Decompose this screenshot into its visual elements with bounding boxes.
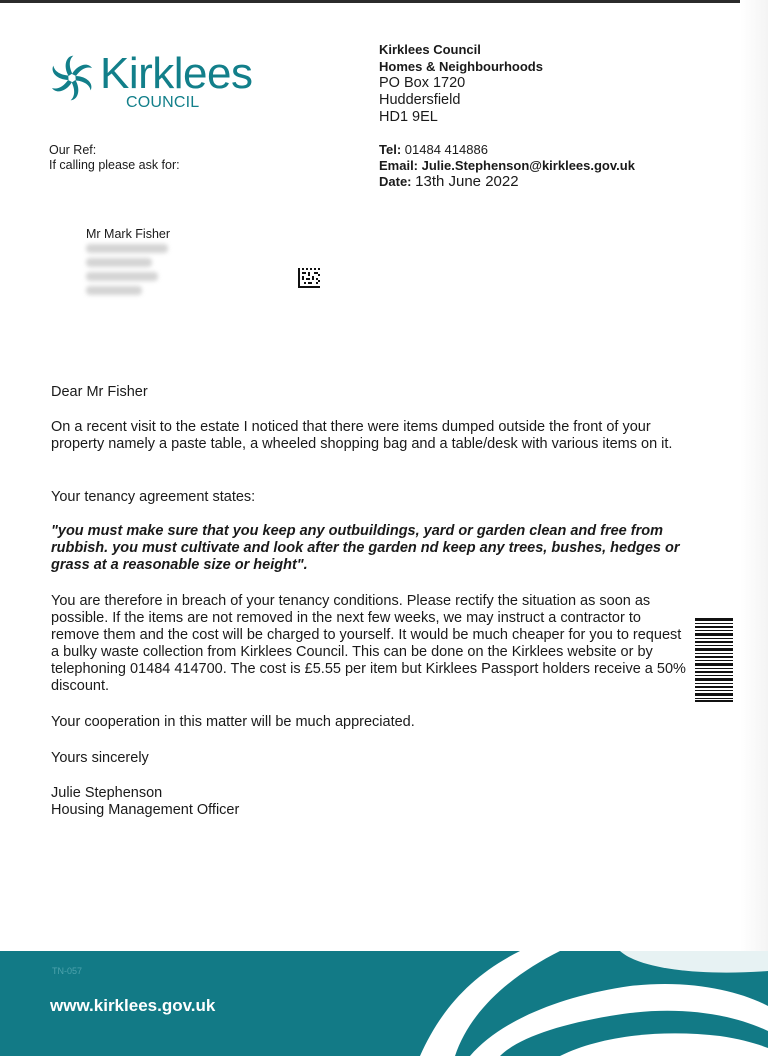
tel-label: Tel: bbox=[379, 142, 402, 157]
date-value: 13th June 2022 bbox=[415, 173, 519, 190]
logo-subtitle: COUNCIL bbox=[126, 94, 200, 111]
sender-address-line: HD1 9EL bbox=[379, 109, 438, 125]
page-right-edge bbox=[740, 0, 768, 1056]
kirklees-logo bbox=[48, 50, 278, 120]
reference-block bbox=[49, 143, 180, 173]
tel-line bbox=[379, 142, 635, 158]
date-line bbox=[379, 174, 635, 190]
council-swirl-icon bbox=[48, 54, 96, 102]
paragraph-2: Your tenancy agreement states: bbox=[51, 489, 256, 505]
email-line bbox=[379, 158, 635, 174]
signatory-role: Housing Management Officer bbox=[51, 802, 240, 818]
barcode-icon bbox=[695, 618, 733, 702]
contact-details bbox=[379, 142, 635, 190]
sender-dept: Homes & Neighbourhoods bbox=[379, 59, 543, 74]
paragraph-1: On a recent visit to the estate I noticed that there were items dumped outside the front of your property namely a paste table, a wheeled shopping bag and a table/desk with various items on it. bbox=[51, 419, 673, 452]
recipient-name: Mr Mark Fisher bbox=[86, 227, 171, 241]
paragraph-3: You are therefore in breach of your tenancy conditions. Please rectify the situation as soon as possible. If the items are not removed in the next few weeks, we may instruct a contractor to remove them and the cost will be charged to yourself. It would be much cheaper for you to request a bulky waste collection from Kirklees Council. This can be done on the Kirklees website or by telephoning 01484 414700. The cost is £5.55 per item but Kirklees Passport holders receive a 50% discount. bbox=[51, 593, 686, 694]
sender-address-line: PO Box 1720 bbox=[379, 75, 466, 91]
tenancy-quote: "you must make sure that you keep any outbuildings, yard or garden clean and free from rubbish. you must cultivate and look after the garden nd keep any trees, bushes, hedges or grass at a reasonable size or height". bbox=[51, 523, 680, 573]
footer-code: TN-057 bbox=[52, 966, 83, 976]
our-ref: Our Ref: bbox=[49, 143, 97, 157]
email-label: Email: bbox=[379, 158, 419, 173]
date-label: Date: bbox=[379, 174, 412, 189]
salutation: Dear Mr Fisher bbox=[51, 384, 148, 400]
sender-address bbox=[379, 41, 543, 126]
redacted-address bbox=[86, 244, 182, 296]
sender-address-line: Huddersfield bbox=[379, 92, 461, 108]
ask-for: If calling please ask for: bbox=[49, 158, 180, 172]
page-top-edge bbox=[0, 0, 768, 3]
datamatrix-code-icon bbox=[298, 268, 320, 288]
sender-org: Kirklees Council bbox=[379, 42, 481, 57]
footer-url[interactable]: www.kirklees.gov.uk bbox=[50, 996, 216, 1015]
paragraph-4: Your cooperation in this matter will be much appreciated. bbox=[51, 714, 415, 730]
email-value: Julie.Stephenson@kirklees.gov.uk bbox=[421, 158, 635, 173]
closing: Yours sincerely bbox=[51, 750, 149, 766]
logo-name: Kirklees bbox=[100, 49, 253, 98]
tel-value: 01484 414886 bbox=[404, 142, 488, 157]
footer-band bbox=[0, 951, 768, 1056]
signatory-name: Julie Stephenson bbox=[51, 785, 163, 801]
